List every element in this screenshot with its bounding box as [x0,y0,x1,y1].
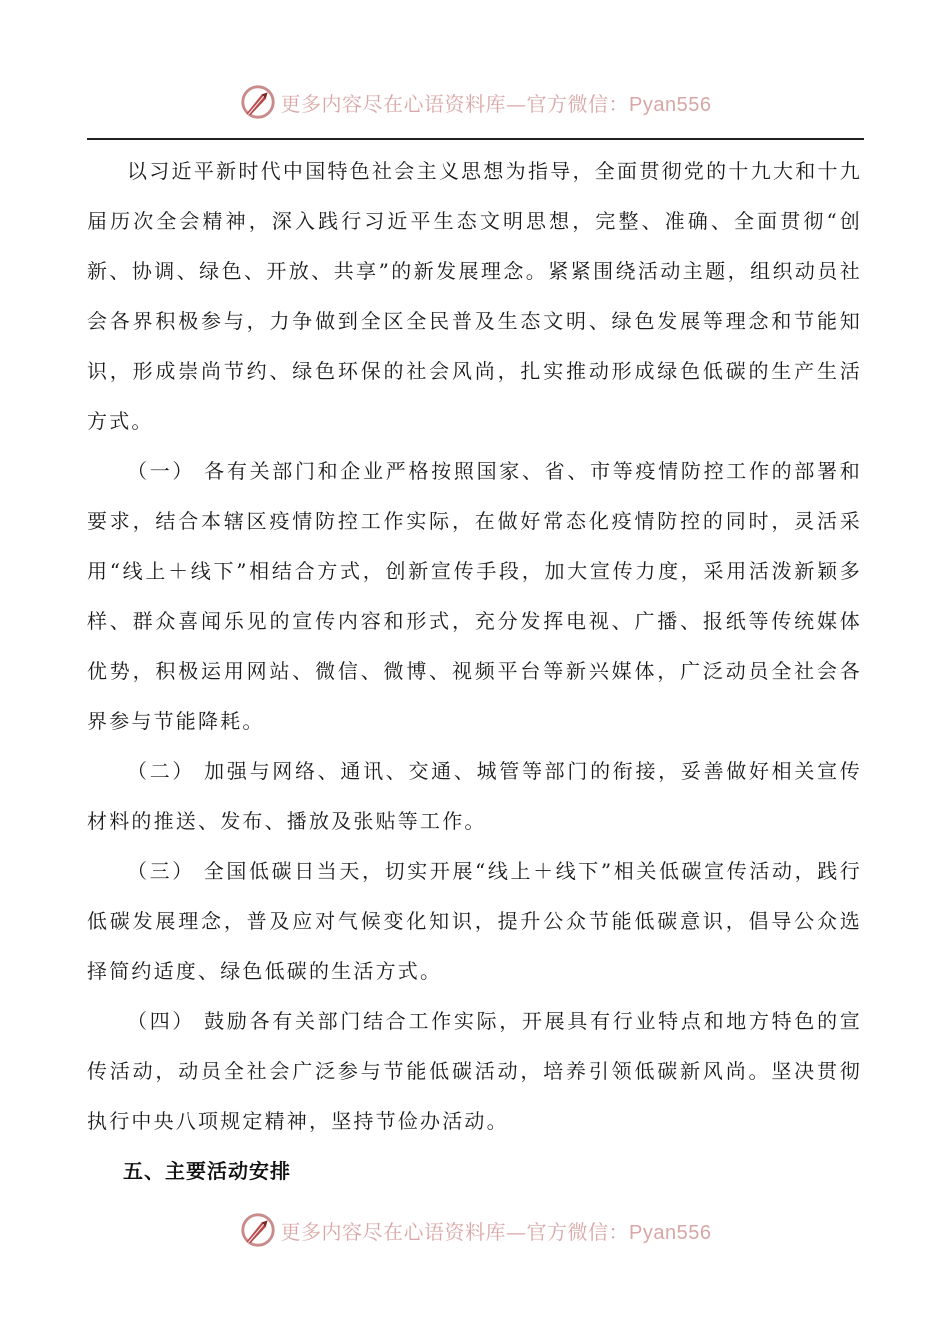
footer-wechat-id: Pyan556 [629,1221,712,1244]
header-watermark-banner [0,80,950,124]
header-banner-text: 更多内容尽在心语资料库—官方微信：Pyan556 [280,91,712,116]
item-4-paragraph: （四） 鼓励各有关部门结合工作实际，开展具有行业特点和地方特色的宣传活动，动员全社会广泛参与节能低碳活动，培养引领低碳新风尚。坚决贯彻执行中央八项规定精神，坚持节俭办活动。 [87,1009,862,1133]
document-body [87,146,862,1196]
header-divider [87,138,864,140]
footer-banner-text: 更多内容尽在心语资料库—官方微信：Pyan556 [280,1219,712,1244]
item-1-paragraph: （一） 各有关部门和企业严格按照国家、省、市等疫情防控工作的部署和要求，结合本辖区疫情防控工作实际，在做好常态化疫情防控的同时，灵活采用“线上＋线下”相结合方式，创新宣传手段，加大宣传力度，采用活泼新颖多样、群众喜闻乐见的宣传内容和形式，充分发挥电视、广播、报纸等传统媒体优势，积极运用网站、微信、微博、视频平台等新兴媒体，广泛动员全社会各界参与节能降耗。 [87,459,862,733]
footer-watermark-banner [0,1208,950,1252]
item-3-paragraph: （三） 全国低碳日当天，切实开展“线上＋线下”相关低碳宣传活动，践行低碳发展理念，普及应对气候变化知识，提升公众节能低碳意识，倡导公众选择简约适度、绿色低碳的生活方式。 [87,859,862,983]
pen-nib-logo-icon [239,1211,277,1249]
section-heading: 五、主要活动安排 [123,1159,291,1183]
intro-paragraph: 以习近平新时代中国特色社会主义思想为指导，全面贯彻党的十九大和十九届历次全会精神，深入践行习近平生态文明思想，完整、准确、全面贯彻“创新、协调、绿色、开放、共享”的新发展理念。紧紧围绕活动主题，组织动员社会各界积极参与，力争做到全区全民普及生态文明、绿色发展等理念和节能知识，形成崇尚节约、绿色环保的社会风尚，扎实推动形成绿色低碳的生产生活方式。 [87,159,862,433]
header-wechat-id: Pyan556 [629,93,712,116]
pen-nib-logo-icon [239,83,277,121]
item-2-paragraph: （二） 加强与网络、通讯、交通、城管等部门的衔接，妥善做好相关宣传材料的推送、发布、播放及张贴等工作。 [87,759,862,833]
